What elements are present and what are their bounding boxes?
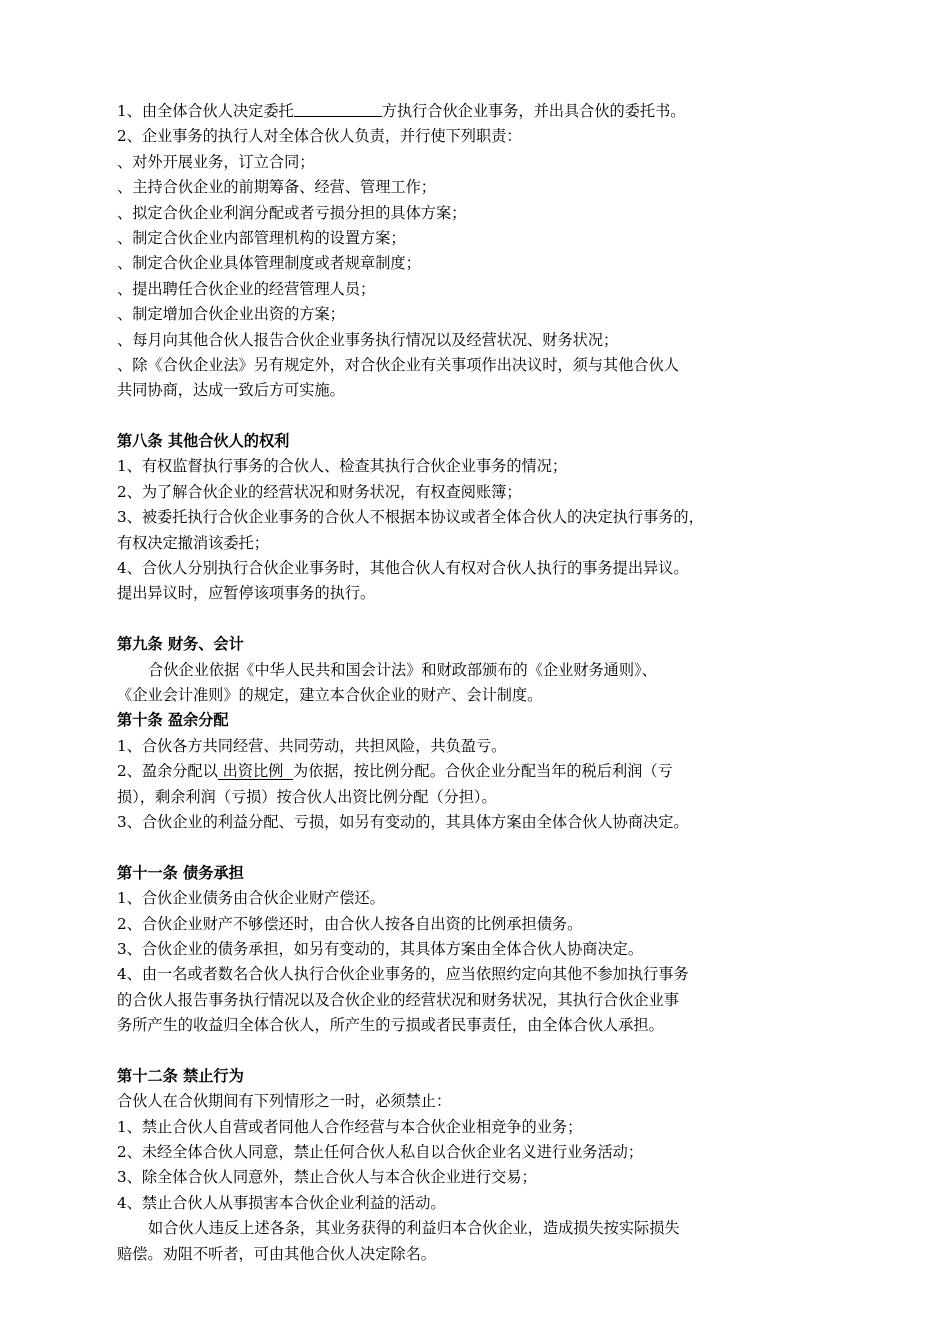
paragraph-line: 《企业会计准则》的规定，建立本合伙企业的财产、会计制度。	[117, 685, 543, 704]
duty-item: 、每月向其他合伙人报告合伙企业事务执行情况以及经营状况、财务状况；	[117, 330, 619, 349]
spacer	[117, 1038, 850, 1063]
clause-line: 务所产生的收益归全体合伙人，所产生的亏损或者民事责任，由全体合伙人承担。	[117, 1016, 664, 1035]
clause-7-2: 2、企业事务的执行人对全体合伙人负责，并行使下列职责：	[117, 127, 522, 146]
clause-line: 3、被委托执行合伙企业事务的合伙人不根据本协议或者全体合伙人的决定执行事务的，	[117, 508, 704, 527]
spacer	[117, 404, 850, 429]
duty-item: 、对外开展业务，订立合同；	[117, 152, 315, 171]
paragraph-line: 赔偿。劝阻不听者，可由其他合伙人决定除名。	[117, 1244, 436, 1263]
clause-line: 2、为了解合伙企业的经营状况和财务状况，有权查阅账簿；	[117, 482, 522, 501]
clause-line: 4、由一名或者数名合伙人执行合伙企业事务的，应当依照约定向其他不参加执行事务	[117, 965, 689, 984]
clause-line: 1、禁止合伙人自营或者同他人合作经营与本合伙企业相竞争的业务；	[117, 1117, 583, 1136]
spacer	[117, 835, 850, 860]
section-9-title: 第九条 财务、会计	[117, 635, 244, 654]
section-8-title: 第八条 其他合伙人的权利	[117, 432, 290, 451]
clause-10-2-end: 为依据，按比例分配。合伙企业分配当年的税后利润（亏	[293, 762, 673, 781]
clause-line: 合伙人在合伙期间有下列情形之一时，必须禁止：	[117, 1092, 452, 1111]
clause-line: 的合伙人报告事务执行情况以及合伙企业的经营状况和财务状况，其执行合伙企业事	[117, 990, 679, 1009]
clause-line: 有权决定撤消该委托；	[117, 533, 269, 552]
clause-line: 2、合伙企业财产不够偿还时，由合伙人按各自出资的比例承担债务。	[117, 914, 583, 933]
duty-item: 、制定合伙企业内部管理机构的设置方案；	[117, 228, 406, 247]
clause-line: 4、合伙人分别执行合伙企业事务时，其他合伙人有权对合伙人执行的事务提出异议。	[117, 559, 689, 578]
clause-line: 3、合伙企业的债务承担，如另有变动的，其具体方案由全体合伙人协商决定。	[117, 939, 644, 958]
fill-in-blank[interactable]	[294, 100, 382, 117]
paragraph-line: 合伙企业依据《中华人民共和国会计法》和财政部颁布的《企业财务通则》、	[148, 660, 657, 679]
clause-line: 1、合伙企业债务由合伙企业财产偿还。	[117, 889, 385, 908]
section-10-title: 第十条 盈余分配	[117, 711, 229, 730]
clause-line: 提出异议时，应暂停该项事务的执行。	[117, 584, 376, 603]
duty-item: 、制定增加合伙企业出资的方案；	[117, 305, 345, 324]
clause-line: 3、除全体合伙人同意外，禁止合伙人与本合伙企业进行交易；	[117, 1168, 537, 1187]
clause-line: 2、未经全体合伙人同意，禁止任何合伙人私自以合伙企业名义进行业务活动；	[117, 1143, 644, 1162]
clause-7-1-start: 1、由全体合伙人决定委托	[117, 102, 294, 120]
clause-line: 4、禁止合伙人从事损害本合伙企业利益的活动。	[117, 1193, 446, 1212]
clause-7-1-end: 方执行合伙企业事务，并出具合伙的委托书。	[381, 102, 686, 120]
clause-7-1	[117, 99, 850, 124]
clause-line: 1、有权监督执行事务的合伙人、检查其执行合伙企业事务的情况；	[117, 457, 568, 476]
duty-item: 、制定合伙企业具体管理制度或者规章制度；	[117, 254, 421, 273]
clause-line: 损），剩余利润（亏损）按合伙人出资比例分配（分担）。	[117, 787, 497, 806]
paragraph-line: 如合伙人违反上述各条，其业务获得的利益归本合伙企业，造成损失按实际损失	[148, 1219, 680, 1238]
clause-10-2	[117, 759, 850, 784]
clause-line: 3、合伙企业的利益分配、亏损，如另有变动的，其具体方案由全体合伙人协商决定。	[117, 812, 689, 831]
duty-item: 共同协商，达成一致后方可实施。	[117, 381, 345, 400]
clause-10-2-start: 2、盈余分配以	[117, 762, 218, 781]
spacer	[117, 607, 850, 632]
duty-item: 、主持合伙企业的前期筹备、经营、管理工作；	[117, 178, 436, 197]
duty-item: 、拟定合伙企业利润分配或者亏损分担的具体方案；	[117, 203, 467, 222]
duty-item: 、除《合伙企业法》另有规定外，对合伙企业有关事项作出决议时，须与其他合伙人	[117, 355, 679, 374]
duty-item: 、提出聘任合伙企业的经营管理人员；	[117, 279, 376, 298]
clause-line: 1、合伙各方共同经营、共同劳动，共担风险，共负盈亏。	[117, 736, 507, 755]
section-11-title: 第十一条 债务承担	[117, 863, 244, 882]
section-12-title: 第十二条 禁止行为	[117, 1066, 244, 1085]
filled-blank-ratio[interactable]: 出资比例	[217, 762, 294, 781]
